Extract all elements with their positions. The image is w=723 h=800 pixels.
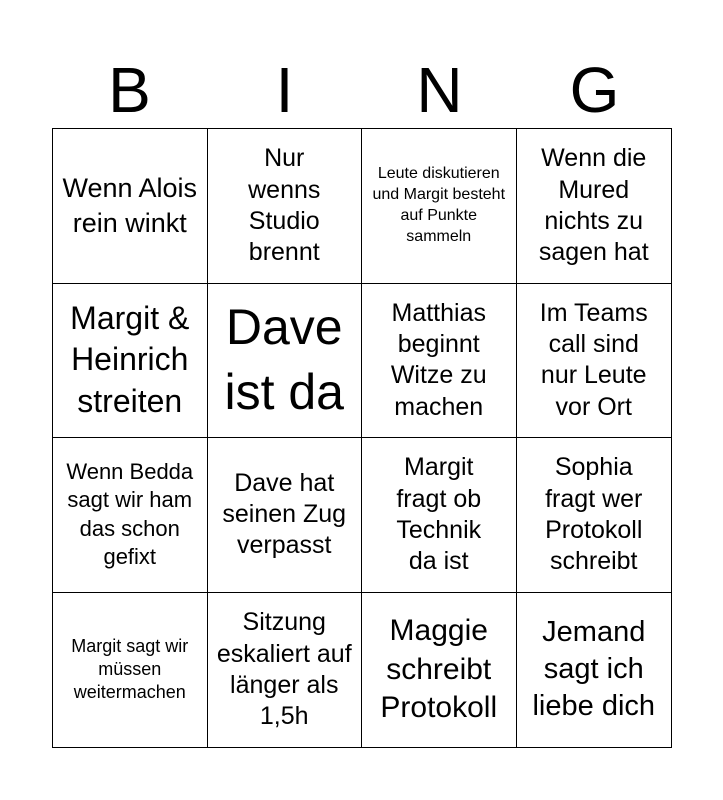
bingo-title: [52, 52, 672, 128]
bingo-cell-1-1[interactable]: [53, 129, 208, 284]
cell-text: Wenn Alois rein winkt: [62, 173, 198, 238]
cell-text: Wenn Bedda sagt wir ham das schon gefixt: [66, 458, 194, 570]
bingo-cell-4-1[interactable]: [53, 593, 208, 748]
cell-text: Margit fragt ob Technik da ist: [396, 453, 482, 575]
cell-text: Jemand sagt ich liebe dich: [532, 616, 656, 723]
bingo-cell-2-2[interactable]: [208, 284, 363, 439]
title-letter-g: G: [569, 54, 620, 126]
title-letter-i: I: [275, 54, 294, 126]
bingo-cell-1-3[interactable]: [362, 129, 517, 284]
cell-text: Sitzung eskaliert auf länger als 1,5h: [216, 608, 352, 730]
cell-text: Leute diskutieren und Margit besteht auf Punkte sammeln: [372, 165, 506, 245]
bingo-cell-4-3[interactable]: [362, 593, 517, 748]
bingo-cell-3-1[interactable]: [53, 438, 208, 593]
cell-text: Margit sagt wir müssen weitermachen: [71, 635, 189, 703]
bingo-cell-4-2[interactable]: [208, 593, 363, 748]
bingo-cell-3-4[interactable]: [517, 438, 672, 593]
bingo-board: [52, 128, 672, 748]
title-letter-b: B: [108, 54, 151, 126]
cell-text: Wenn die Mured nichts zu sagen hat: [538, 144, 649, 266]
bingo-cell-2-3[interactable]: [362, 284, 517, 439]
cell-text: Nur wenns Studio brennt: [248, 144, 321, 266]
bingo-cell-3-3[interactable]: [362, 438, 517, 593]
cell-text: Sophia fragt wer Protokoll schreibt: [545, 453, 643, 575]
cell-text: Im Teams call sind nur Leute vor Ort: [539, 298, 648, 421]
cell-text: Maggie schreibt Protokoll: [380, 614, 498, 724]
bingo-cell-1-4[interactable]: [517, 129, 672, 284]
cell-text: Matthias beginnt Witze zu machen: [390, 298, 487, 421]
title-letter-n: N: [416, 54, 463, 126]
cell-text: Dave ist da: [224, 299, 344, 421]
bingo-cell-3-2[interactable]: [208, 438, 363, 593]
cell-text: Dave hat seinen Zug verpasst: [222, 468, 347, 560]
bingo-cell-1-2[interactable]: [208, 129, 363, 284]
bingo-cell-2-1[interactable]: [53, 284, 208, 439]
bingo-cell-2-4[interactable]: [517, 284, 672, 439]
cell-text: Margit & Heinrich streiten: [70, 299, 190, 420]
bingo-cell-4-4[interactable]: [517, 593, 672, 748]
